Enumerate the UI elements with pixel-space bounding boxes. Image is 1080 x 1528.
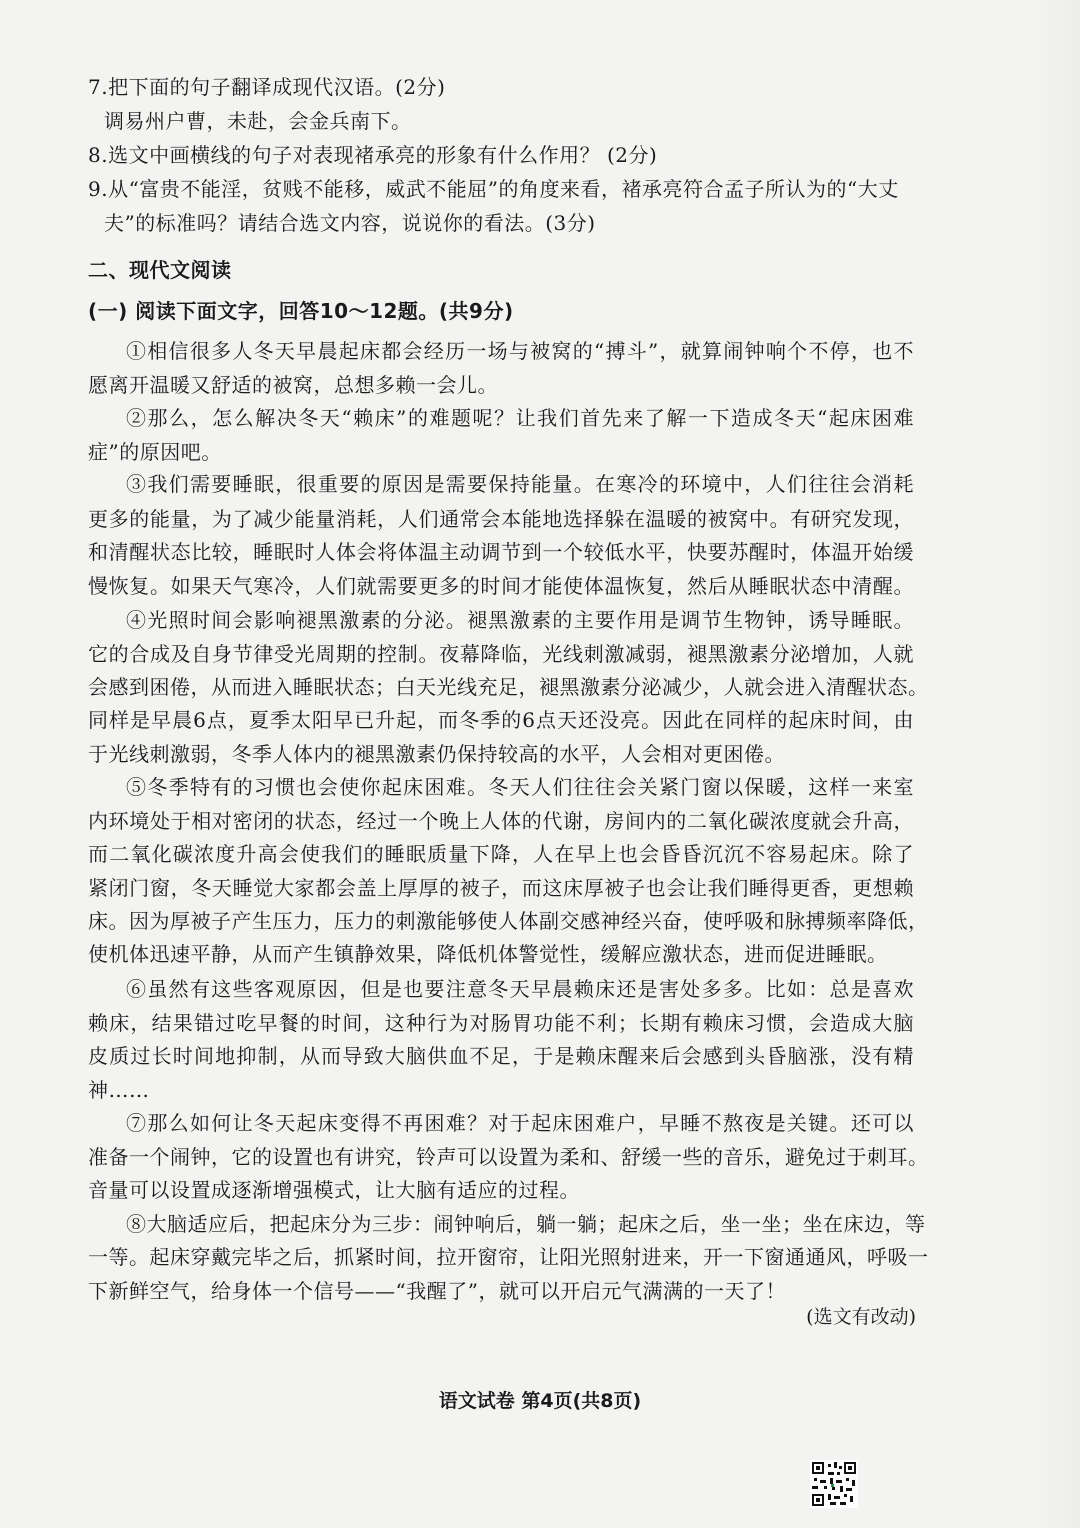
passage-line: 慢恢复。如果天气寒冷，人们就需要更多的时间才能使体温恢复，然后从睡眠状态中清醒。 (88, 574, 914, 598)
scan-edge-shadow (1040, 0, 1080, 1528)
source-note: (选文有改动) (806, 1306, 916, 1328)
passage-line: 神…… (88, 1078, 150, 1102)
passage-line: 下新鲜空气，给身体一个信号——“我醒了”，就可以开启元气满满的一天了！ (88, 1279, 786, 1303)
passage-line: ⑦那么如何让冬天起床变得不再困难？对于起床困难户，早睡不熬夜是关键。还可以 (126, 1111, 914, 1135)
passage-line: 更多的能量，为了减少能量消耗，人们通常会本能地选择躲在温暖的被窝中。有研究发现， (88, 507, 914, 531)
passage-line: 会感到困倦，从而进入睡眠状态；白天光线充足，褪黑激素分泌减少，人就会进入清醒状态。 (88, 675, 929, 699)
passage-line: ⑧大脑适应后，把起床分为三步：闹钟响后，躺一躺；起床之后，坐一坐；坐在床边，等 (126, 1212, 926, 1236)
question-9-line-1: 9.从“富贵不能淫，贫贱不能移，威武不能屈”的角度来看，褚承亮符合孟子所认为的“大丈 (88, 177, 899, 201)
passage-line: ②那么，怎么解决冬天“赖床”的难题呢？让我们首先来了解一下造成冬天“起床困难 (126, 406, 914, 430)
passage-line: 赖床，结果错过吃早餐的时间，这种行为对肠胃功能不利；长期有赖床习惯，会造成大脑 (88, 1011, 914, 1035)
page-footer: 语文试卷 第4页(共8页) (438, 1390, 642, 1412)
passage-line: 于光线刺激弱，冬季人体内的褪黑激素仍保持较高的水平，人会相对更困倦。 (88, 742, 785, 766)
passage-line: ④光照时间会影响褪黑激素的分泌。褪黑激素的主要作用是调节生物钟，诱导睡眠。 (126, 608, 914, 632)
passage-line: 一等。起床穿戴完毕之后，抓紧时间，拉开窗帘，让阳光照射进来，开一下窗通通风，呼吸一 (88, 1245, 929, 1269)
question-8: 8.选文中画横线的句子对表现褚承亮的形象有什么作用？ (2分) (88, 143, 658, 167)
passage-line: ⑥虽然有这些客观原因，但是也要注意冬天早晨赖床还是害处多多。比如：总是喜欢 (126, 977, 914, 1001)
passage-line: 同样是早晨6点，夏季太阳早已升起，而冬季的6点天还没亮。因此在同样的起床时间，由 (88, 708, 914, 732)
passage-line: 音量可以设置成逐渐增强模式，让大脑有适应的过程。 (88, 1178, 580, 1202)
passage-line: 症”的原因吧。 (88, 440, 222, 464)
passage-line: 它的合成及自身节律受光周期的控制。夜幕降临，光线刺激减弱，褪黑激素分泌增加，人就 (88, 642, 914, 666)
section-subtitle: (一) 阅读下面文字，回答10～12题。(共9分) (88, 299, 514, 323)
section-title: 二、现代文阅读 (88, 258, 232, 282)
passage-line: ①相信很多人冬天早晨起床都会经历一场与被窝的“搏斗”，就算闹钟响个不停，也不 (126, 339, 914, 363)
passage-line: 皮质过长时间地抑制，从而导致大脑供血不足，于是赖床醒来后会感到头昏脑涨，没有精 (88, 1044, 914, 1068)
passage-line: ③我们需要睡眠，很重要的原因是需要保持能量。在寒冷的环境中，人们往往会消耗 (126, 472, 914, 496)
passage-line: 紧闭门窗，冬天睡觉大家都会盖上厚厚的被子，而这床厚被子也会让我们睡得更香，更想赖 (88, 876, 914, 900)
passage-line: 床。因为厚被子产生压力，压力的刺激能够使人体副交感神经兴奋，使呼吸和脉搏频率降低， (88, 909, 929, 933)
passage-line: 内环境处于相对密闭的状态，经过一个晚上人体的代谢，房间内的二氧化碳浓度就会升高， (88, 809, 914, 833)
passage-line: 而二氧化碳浓度升高会使我们的睡眠质量下降，人在早上也会昏昏沉沉不容易起床。除了 (88, 842, 914, 866)
question-7-sentence: 调易州户曹，未赴，会金兵南下。 (104, 109, 412, 133)
passage-line: 和清醒状态比较，睡眠时人体会将体温主动调节到一个较低水平，快要苏醒时，体温开始缓 (88, 540, 914, 564)
passage-line: 准备一个闹钟，它的设置也有讲究，铃声可以设置为柔和、舒缓一些的音乐，避免过于刺耳。 (88, 1145, 929, 1169)
question-9-line-2: 夫”的标准吗？请结合选文内容，说说你的看法。(3分) (104, 211, 596, 235)
passage-line: ⑤冬季特有的习惯也会使你起床困难。冬天人们往往会关紧门窗以保暖，这样一来室 (126, 775, 914, 799)
passage-line: 愿离开温暖又舒适的被窝，总想多赖一会儿。 (88, 373, 498, 397)
question-7: 7.把下面的句子翻译成现代汉语。(2分) (88, 75, 446, 99)
qr-code-icon (810, 1460, 858, 1508)
passage-line: 使机体迅速平静，从而产生镇静效果，降低机体警觉性，缓解应激状态，进而促进睡眠。 (88, 942, 888, 966)
